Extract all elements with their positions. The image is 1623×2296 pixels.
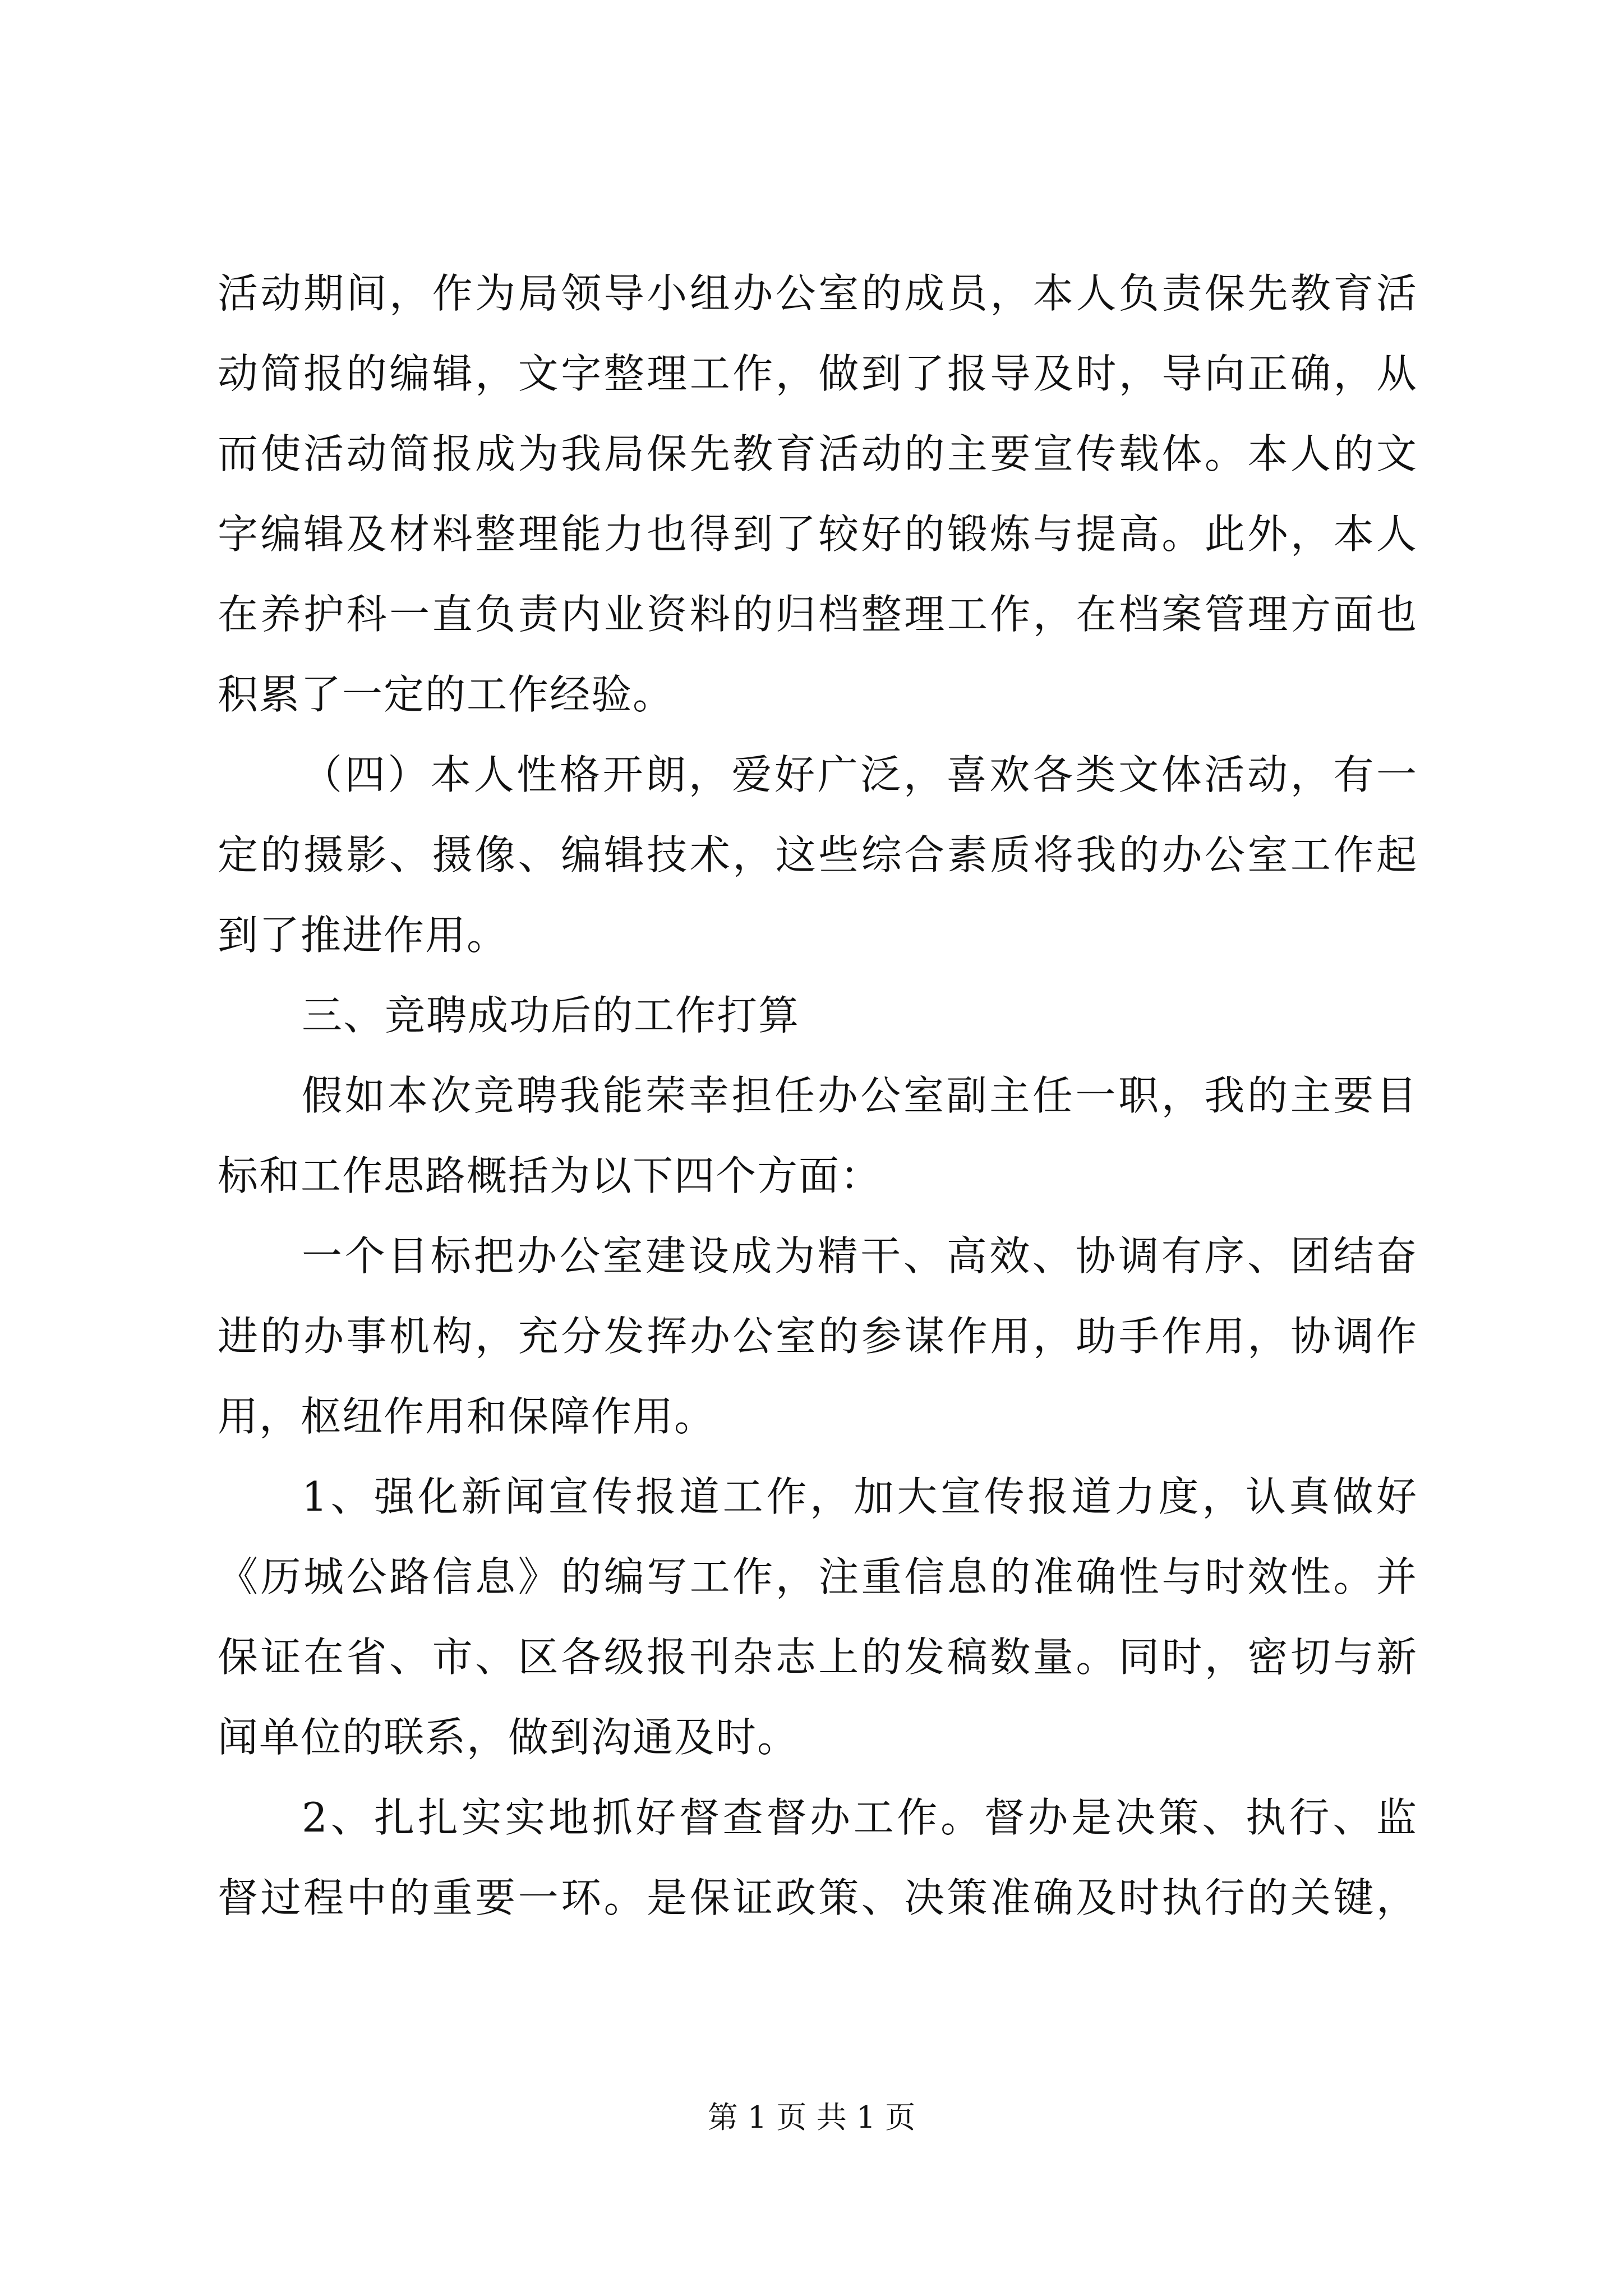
text-line: 2、扎扎实实地抓好督查督办工作。督办是决策、执行、监 <box>302 1794 1418 1841</box>
document-body <box>218 254 1418 1938</box>
text-line: 标和工作思路概括为以下四个方面： <box>218 1152 882 1199</box>
text-line: 定的摄影、摄像、编辑技术，这些综合素质将我的办公室工作起 <box>218 831 1418 878</box>
text-line: 在养护科一直负责内业资料的归档整理工作，在档案管理方面也 <box>218 591 1418 638</box>
text-line: 三、竞聘成功后的工作打算 <box>302 992 800 1039</box>
text-line: 闻单位的联系，做到沟通及时。 <box>218 1714 799 1761</box>
text-line: 保证在省、市、区各级报刊杂志上的发稿数量。同时，密切与新 <box>218 1634 1418 1681</box>
text-line: 假如本次竞聘我能荣幸担任办公室副主任一职，我的主要目 <box>302 1072 1418 1119</box>
text-line: 积累了一定的工作经验。 <box>218 671 675 718</box>
text-line: 督过程中的重要一环。是保证政策、决策准确及时执行的关键， <box>218 1874 1418 1921</box>
text-line: （四）本人性格开朗，爱好广泛，喜欢各类文体活动，有一 <box>302 751 1418 798</box>
text-line: 1、强化新闻宣传报道工作，加大宣传报道力度，认真做好 <box>302 1473 1418 1520</box>
text-line: 到了推进作用。 <box>218 912 509 959</box>
text-line: 活动期间，作为局领导小组办公室的成员，本人负责保先教育活 <box>218 270 1418 317</box>
text-line: 动简报的编辑，文字整理工作，做到了报导及时，导向正确，从 <box>218 350 1418 397</box>
text-line: 一个目标把办公室建设成为精干、高效、协调有序、团结奋 <box>302 1232 1418 1280</box>
text-line: 进的办事机构，充分发挥办公室的参谋作用，助手作用，协调作 <box>218 1313 1418 1360</box>
text-line: 《历城公路信息》的编写工作，注重信息的准确性与时效性。并 <box>218 1553 1418 1600</box>
text-line: 用，枢纽作用和保障作用。 <box>218 1393 716 1440</box>
text-line: 字编辑及材料整理能力也得到了较好的锻炼与提高。此外，本人 <box>218 510 1418 558</box>
page-footer: 第 1 页 共 1 页 <box>707 2100 916 2135</box>
text-line: 而使活动简报成为我局保先教育活动的主要宣传载体。本人的文 <box>218 430 1418 477</box>
